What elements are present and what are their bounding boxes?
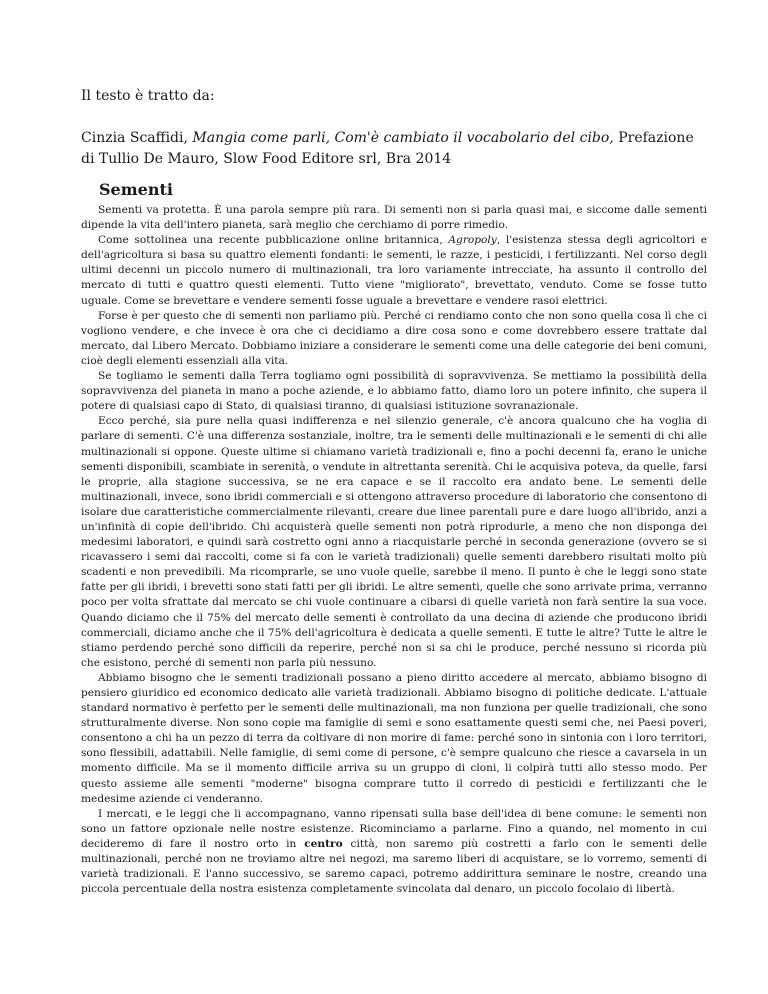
paragraph-4: Se togliamo le sementi dalla Terra togliamo ogni possibilità di sopravvivenza. Se mettiamo la possibilità della sopravvivenza del pianeta in mano a poche aziende, e lo abbiamo fatto, diamo loro un potere infinito, che supera il potere di qualsiasi capo di Stato, di qualsiasi tiranno, di qualsiasi istituzione sovranazionale. — [81, 370, 707, 413]
article-body — [81, 203, 707, 897]
article-heading: Sementi — [99, 180, 173, 199]
source-citation — [81, 128, 701, 170]
paragraph-7-part-2: città, non saremo più costretti a farlo con le sementi delle multinazionali, perché non ne troviamo altre nei negozi, ma saremo liberi di acquistare, se lo vorremo, sementi di varietà tradizionali. E l'anno successivo, se saremo capaci, potremo addirittura seminare le nostre, creando una piccola percentuale della nostra esistenza completamente svincolata dal denaro, un piccolo focolaio di libertà. — [81, 837, 707, 896]
paragraph-2 — [81, 233, 707, 308]
agropoly-title: Agropoly — [448, 234, 497, 247]
paragraph-2-part-1: Come sottolinea una recente pubblicazione online britannica, — [98, 234, 449, 247]
paragraph-7 — [81, 807, 707, 898]
paragraph-6: Abbiamo bisogno che le sementi tradizionali possano a pieno diritto accedere al mercato, abbiamo bisogno di pensiero giuridico ed economico dedicato alle varietà tradizionali. Abbiamo bisogno di politiche dedicate. L'attuale standard normativo è perfetto per le sementi delle multinazionali, ma non funziona per quelle tradizionali, che sono strutturalmente diverse. Non sono copie ma famiglie di semi e sono esattamente questi semi che, nei Paesi poveri, consentono a chi ha un pezzo di terra da coltivare di non morire di fame: perché sono in sintonia con i loro territori, sono flessibili, adattabili. Nelle famiglie, di semi come di persone, c'è sempre qualcuno che riesce a cavarsela in un momento difficile. Ma se il momento difficile arriva su un gruppo di cloni, li colpirà tutti allo stesso modo. Per questo assieme alle sementi "moderne" bisogna comprare tutto il corredo di pesticidi e fertilizzanti che le medesime aziende ci venderanno. — [81, 671, 707, 805]
paragraph-1: Sementi va protetta. È una parola sempre più rara. Di sementi non si parla quasi mai, e siccome dalle sementi dipende la vita dell'intero pianeta, sarà meglio che cerchiamo di porre rimedio. — [81, 204, 707, 232]
source-intro: Il testo è tratto da: — [81, 88, 215, 104]
paragraph-2-part-2: , l'esistenza stessa degli agricoltori e dell'agricoltura si basa su quattro elementi fondanti: le sementi, le razze, i pesticidi, i fertilizzanti. Nel corso degli ultimi decenni un piccolo numero di multinazionali, tra loro variamente intrecciate, ha assunto il controllo del mercato di tutti e quattro questi elementi. Tutto viene "migliorato", brevettato, venduto. Come se fosse tutto uguale. Come se brevettare e vendere sementi fosse uguale a brevettare e vendere rasoi elettrici. — [81, 234, 707, 307]
centro-bold: centro — [304, 837, 343, 850]
citation-publisher: Prefazione di Tullio De Mauro, Slow Food Editore srl, Bra 2014 — [81, 130, 694, 167]
citation-author: Cinzia Scaffidi, — [81, 130, 188, 146]
paragraph-3: Forse è per questo che di sementi non parliamo più. Perché ci rendiamo conto che non sono quella cosa lì che ci vogliono vendere, e che invece è ora che ci decidiamo a dire cosa sono e come dovrebbero essere trattate dal mercato, dal Libero Mercato. Dobbiamo iniziare a considerare le sementi come una delle categorie dei beni comuni, cioè degli elementi essenziali alla vita. — [81, 309, 707, 367]
paragraph-5: Ecco perché, sia pure nella quasi indifferenza e nel silenzio generale, c'è ancora qualcuno che ha voglia di parlare di sementi. C'è una differenza sostanziale, inoltre, tra le sementi delle multinazionali e le sementi di chi alle multinazionali si oppone. Queste ultime si chiamano varietà tradizionali e, fino a pochi decenni fa, erano le uniche sementi disponibili, scambiate in serenità, o vendute in altrettanta serenità. Chi le acquisiva poteva, da quelle, farsi le proprie, alla stagione successiva, se ne era capace e se il raccolto era andato bene. Le sementi delle multinazionali, invece, sono ibridi commerciali e si ottengono attraverso procedure di laboratorio che consentono di isolare due caratteristiche commercialmente rilevanti, creare due linee parentali pure e dare luogo all'ibrido, anzi a un'infinità di copie dell'ibrido. Chi acquisterà quelle sementi non potrà riprodurle, a meno che non disponga dei medesimi laboratori, e quindi sarà costretto ogni anno a riacquistarle perché in seconda generazione (ovvero se si ricavassero i semi dai raccolti, come si fa con le varietà tradizionali) quelle sementi darebbero risultati molto più scadenti e non prevedibili. Ma ricomprarle, se uno vuole quelle, sarebbe il meno. Il punto è che le leggi sono state fatte per gli ibridi, i brevetti sono stati fatti per gli ibridi. Le altre sementi, quelle che sono arrivate prima, verranno poco per volta sfrattate dal mercato se chi vuole continuare a cibarsi di quelle varietà non farà sentire la sua voce. Quando diciamo che il 75% del mercato delle sementi è controllato da una decina di aziende che producono ibridi commerciali, diciamo anche che il 75% dell'agricoltura è dedicata a quelle sementi. E tutte le altre? Tutte le altre le stiamo perdendo perché sono difficili da reperire, perché non si sa chi le produce, perché nessuno si ricorda più che esistono, perché di sementi non parla più nessuno. — [81, 415, 707, 669]
paragraph-7-part-1: I mercati, e le leggi che li accompagnano, vanno ripensati sulla base dell'idea di bene comune: le sementi non sono un fattore opzionale nelle nostre esistenze. Ricominciamo a parlarne. Fino a quando, nel momento in cui decideremo di fare il nostro orto in — [81, 807, 707, 850]
citation-book-title: Mangia come parli, Com'è cambiato il vocabolario del cibo, — [192, 130, 614, 146]
